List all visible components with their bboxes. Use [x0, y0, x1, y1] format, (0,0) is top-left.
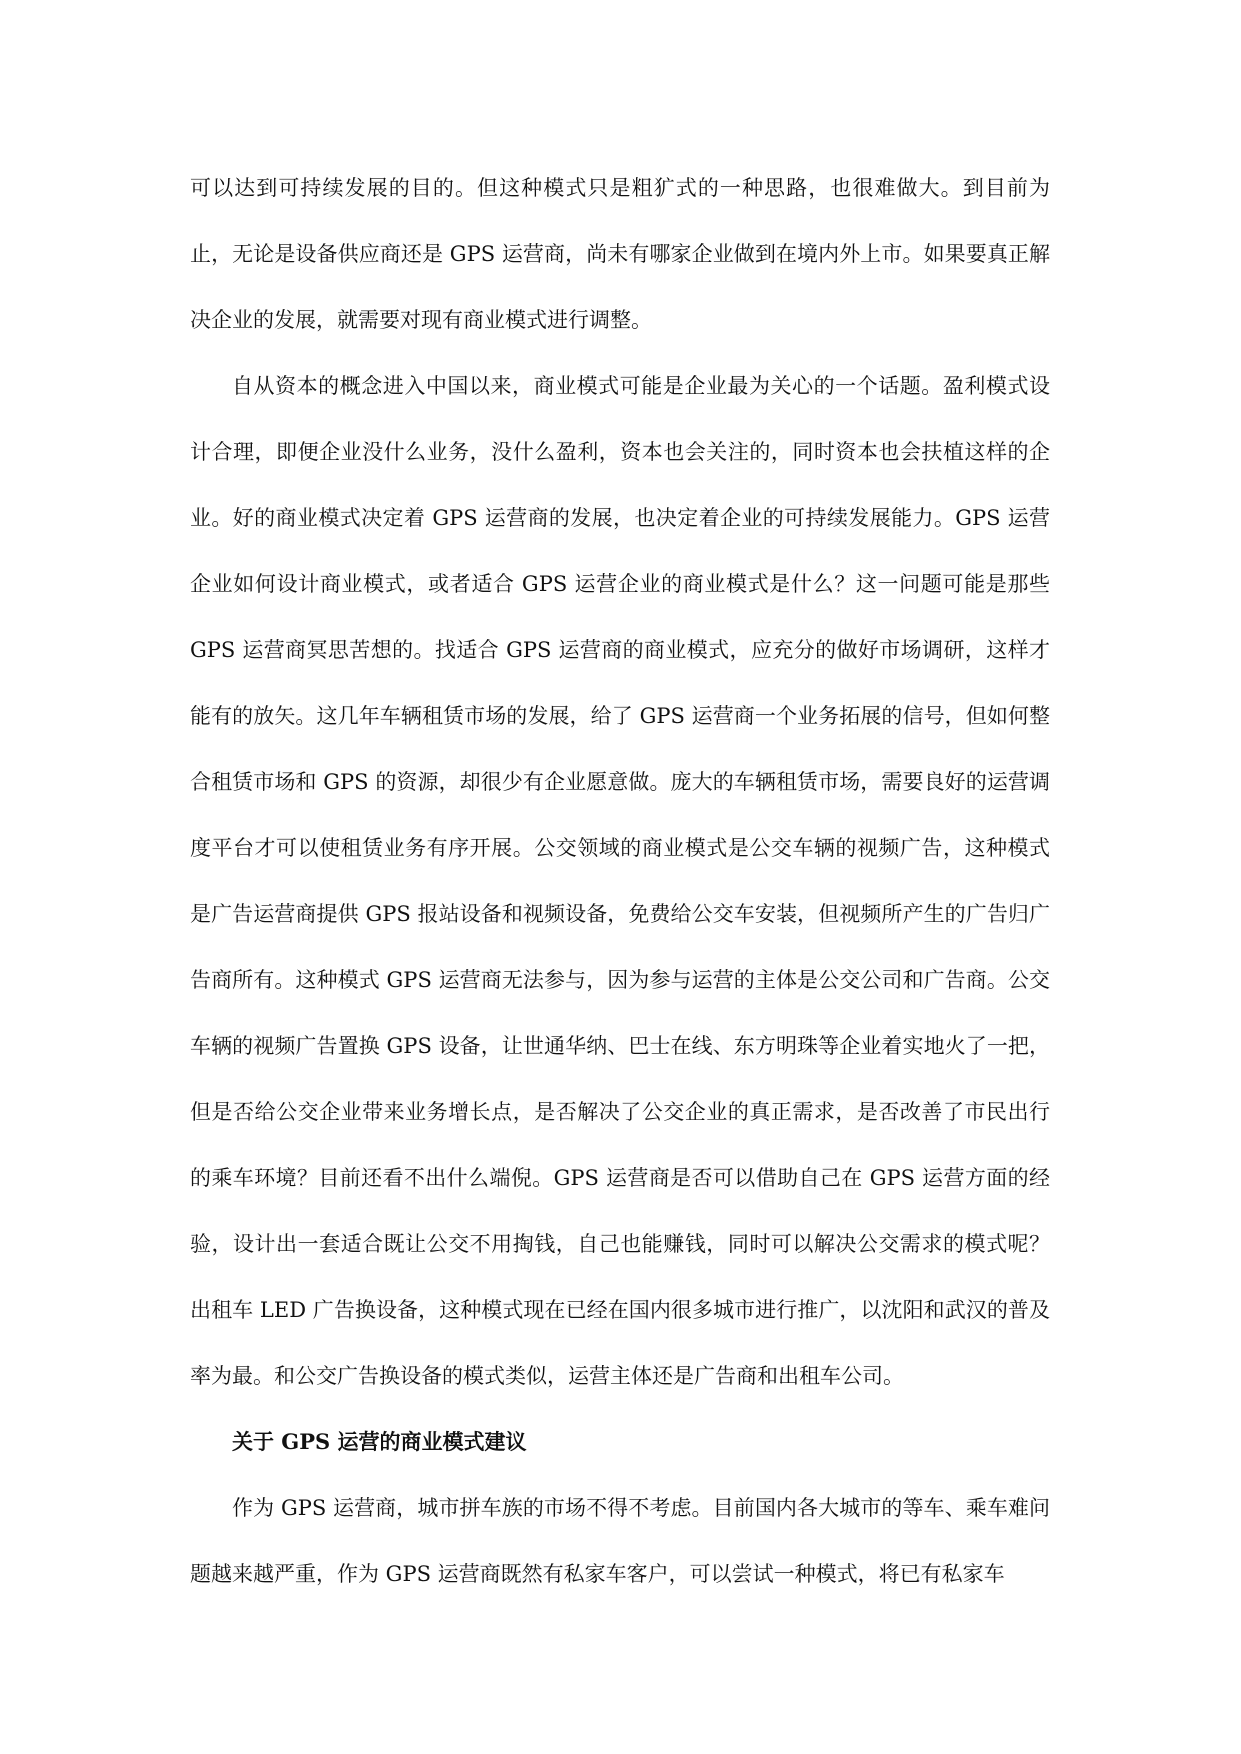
- document-body: [190, 155, 1050, 1607]
- paragraph-continuation: 可以达到可持续发展的目的。但这种模式只是粗犷式的一种思路，也很难做大。到目前为止，无论是设备供应商还是 GPS 运营商，尚未有哪家企业做到在境内外上市。如果要真正解决企业的发展，就需要对现有商业模式进行调整。: [190, 176, 1050, 332]
- paragraph-business-model: 自从资本的概念进入中国以来，商业模式可能是企业最为关心的一个话题。盈利模式设计合理，即便企业没什么业务，没什么盈利，资本也会关注的，同时资本也会扶植这样的企业。好的商业模式决定着 GPS 运营商的发展，也决定着企业的可持续发展能力。GPS 运营企业如何设计商业模式，或者适合 GPS 运营企业的商业模式是什么？这一问题可能是那些 GPS 运营商冥思苦想的。找适合 GPS 运营商的商业模式，应充分的做好市场调研，这样才能有的放矢。这几年车辆租赁市场的发展，给了 GPS 运营商一个业务拓展的信号，但如何整合租赁市场和 GPS 的资源，却很少有企业愿意做。庞大的车辆租赁市场，需要良好的运营调度平台才可以使租赁业务有序开展。公交领域的商业模式是公交车辆的视频广告，这种模式是广告运营商提供 GPS 报站设备和视频设备，免费给公交车安装，但视频所产生的广告归广告商所有。这种模式 GPS 运营商无法参与，因为参与运营的主体是公交公司和广告商。公交车辆的视频广告置换 GPS 设备，让世通华纳、巴士在线、东方明珠等企业着实地火了一把，但是否给公交企业带来业务增长点，是否解决了公交企业的真正需求，是否改善了市民出行的乘车环境？目前还看不出什么端倪。GPS 运营商是否可以借助自己在 GPS 运营方面的经验，设计出一套适合既让公交不用掏钱，自己也能赚钱，同时可以解决公交需求的模式呢？出租车 LED 广告换设备，这种模式现在已经在国内很多城市进行推广，以沈阳和武汉的普及率为最。和公交广告换设备的模式类似，运营主体还是广告商和出租车公司。: [190, 374, 1050, 1388]
- paragraph-carpool: 作为 GPS 运营商，城市拼车族的市场不得不考虑。目前国内各大城市的等车、乘车难问题越来越严重，作为 GPS 运营商既然有私家车客户，可以尝试一种模式，将已有私家车: [190, 1496, 1050, 1586]
- section-heading: 关于 GPS 运营的商业模式建议: [232, 1429, 527, 1454]
